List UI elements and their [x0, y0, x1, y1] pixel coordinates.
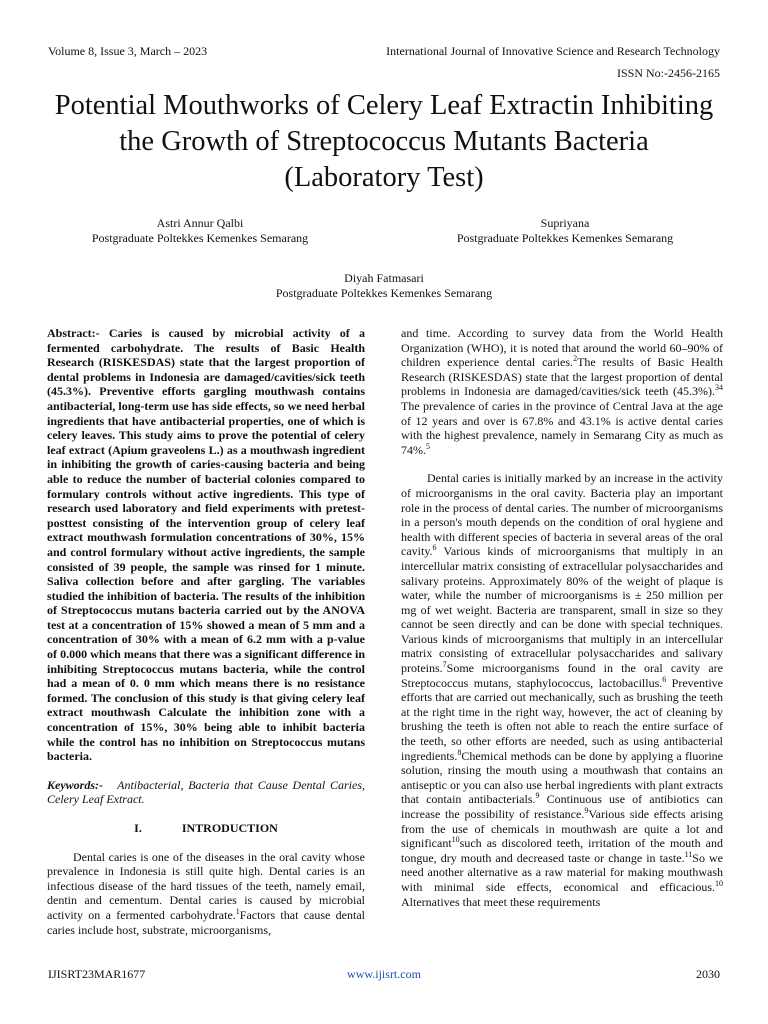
- section-title: INTRODUCTION: [181, 821, 278, 835]
- abstract: [47, 326, 365, 764]
- issn: ISSN No:-2456-2165: [616, 66, 720, 80]
- citation: 2: [573, 354, 578, 364]
- footer-website-link[interactable]: www.ijisrt.com: [347, 967, 421, 981]
- intro-paragraph-1-cont: and time. According to survey data from the World Health Organization (WHO), it is noted that around the world 60–90% of children experience dental caries.$^2$The results of Basic Health Research (RISKESDAS) state that the largest proportion of dental problems in Indonesia are damaged/cavities/sick teeth (45.3%).$^{34}$ The prevalence of caries in the province of Central Java at the age of 12 years and over is 67.8% and 43.1% is active dental caries with the highest prevalence, namely in Semarang City as much as 74%.$^5$: [401, 326, 723, 457]
- citation: 5: [426, 441, 430, 451]
- page-number: 2030: [696, 967, 720, 981]
- left-column: [47, 326, 365, 937]
- citation: 7: [442, 660, 447, 670]
- citation: 8: [457, 747, 462, 757]
- paper-title: Potential Mouthworks of Celery Leaf Extractin Inhibiting the Growth of Streptococcus Mutants Bacteria (Laboratory Test): [54, 90, 714, 193]
- right-column: [401, 326, 723, 909]
- citation: 6: [432, 543, 437, 553]
- journal-name: International Journal of Innovative Science and Research Technology: [386, 44, 720, 58]
- intro-paragraph-2: Dental caries is initially marked by an increase in the activity of microorganisms in the oral cavity. Bacteria play an important role in the process of dental caries. The number of microorganisms in a person's mouth depends on the condition of oral hygiene and health with different species of bacteria in several areas of the oral cavity.$^6$ Various kinds of microorganisms that multiply in an intercellular matrix consisting of extracellular polysaccharides and salivary proteins. Approximately 80% of the weight of plaque is water, while the number of microorganisms is ± 250 million per mg of wet weight. Bacteria are transparent, small in size so they cannot be seen directly and can be done with special techniques. Various kinds of microorganisms that multiply in an intercellular matrix consisting of extracellular polysaccharides and salivary proteins.$^7$Some microorganisms found in the oral cavity are Streptococcus mutans, staphylococcus, lactobacillus.$^6$ Preventive efforts that are carried out mechanically, such as brushing the teeth at the right time in the right way, however, the act of cleaning by brushing the teeth is often not able to reach the entire surface of the teeth, so other efforts are needed, such as using antibacterial ingredients.$^8$Chemical methods can be done by applying a fluorine solution, rinsing the mouth using a mouthwash that contains an antiseptic or you can also use herbal ingredients with plant extracts that contain antibacterials.$^9$ Continuous use of antibiotics can increase the possibility of resistance.$^9$Various side effects arising from the use of chemicals in mouthwash are quite a lot and significant$^{10}$such as discolored teeth, irritation of the mouth and tongue, dry mouth and decreased taste or change in taste.$^{11}$So we need another alternative as a raw material for making mouthwash with minimal side effects, economical and efficacious.$^{10}$ Alternatives that meet these requirements: [401, 471, 724, 909]
- author-affiliation: Postgraduate Poltekkes Kemenkes Semarang: [275, 286, 493, 300]
- author-affiliation: Postgraduate Poltekkes Kemenkes Semarang: [456, 231, 674, 245]
- author-name: Diyah Fatmasari: [344, 271, 424, 285]
- keywords: [47, 778, 365, 807]
- citation: 9: [584, 806, 589, 815]
- author-1: [70, 216, 330, 246]
- citation: 9: [535, 791, 540, 801]
- citation: 11: [684, 849, 693, 859]
- section-heading: [47, 821, 365, 836]
- footer-id: IJISRT23MAR1677: [48, 967, 146, 981]
- citation: 6: [662, 674, 667, 684]
- author-name: Astri Annur Qalbi: [156, 216, 244, 230]
- volume-info: Volume 8, Issue 3, March – 2023: [48, 44, 208, 58]
- citation: 10: [451, 835, 460, 845]
- abstract-label: Abstract:-: [47, 326, 100, 340]
- citation: 10: [715, 878, 723, 888]
- author-affiliation: Postgraduate Poltekkes Kemenkes Semarang: [91, 231, 309, 245]
- abstract-text: Caries is caused by microbial activity of a fermented carbohydrate. The results of Basic Health Research (RISKESDAS) state that the largest proportion of dental problems in Indonesia are damaged/cavities/sick teeth (45.3%). Preventive efforts gargling mouthwash contains antibacterial, long-term use has side effects, so we need herbal ingredients that have antibacterial properties, one of which is celery leaves. This study aims to prove the potential of celery leaf extract (Apium graveolens L.) as a mouthwash ingredient in inhibiting the growth of caries-causing bacteria and being able to reduce the number of bacterial colonies compared to formulary controls without active ingredients. This type of research used laboratory and field experiments with pretest-posttest consisting of the intervention group of celery leaf extract mouthwash formulation concentrations of 30%, 15% and control formulary without active ingredients, the sample consisted of 39 people, the sample was rinsed for 1 minute. Saliva collection before and after gargling. The variables studied the inhibition of bacteria. The results of the inhibition of Streptococcus mutans bacteria carried out by the ANOVA test at a concentration of 15% showed a mean of 5 mm and a concentration of 30% with a mean of 6.2 mm with a p-value of 0.000 which means that there was a significant difference in inhibiting Streptococcus mutans bacteria, while the control had a mean of 0. 0 mm which means there is no resistance formed. The conclusion of this study is that giving celery leaf extract mouthwash Calculate the inhibition zone with a concentration of 15%, 30% being able to inhibit bacteria while the control has no inhibition on Streptococcus mutans bacteria.: [47, 326, 365, 764]
- author-2: [420, 216, 710, 246]
- keywords-label: Keywords:-: [47, 777, 103, 792]
- intro-paragraph-1: Dental caries is one of the diseases in the oral cavity whose prevalence in Indonesia is still quite high. Dental caries is an infectious disease of the hard tissues of the teeth, namely email, dentin and cementum. Dental caries is caused by microbial activity on a fermented carbohydrate.$^1$Factors that cause dental caries include host, substrate, microorganisms,: [47, 849, 365, 937]
- keywords-text: Antibacterial, Bacteria that Cause Dental Caries, Celery Leaf Extract.: [47, 777, 365, 807]
- author-name: Supriyana: [540, 216, 590, 230]
- citation: 1: [235, 906, 240, 916]
- citation: 34: [715, 383, 723, 393]
- section-number: I.: [134, 821, 142, 835]
- author-3: [234, 271, 534, 301]
